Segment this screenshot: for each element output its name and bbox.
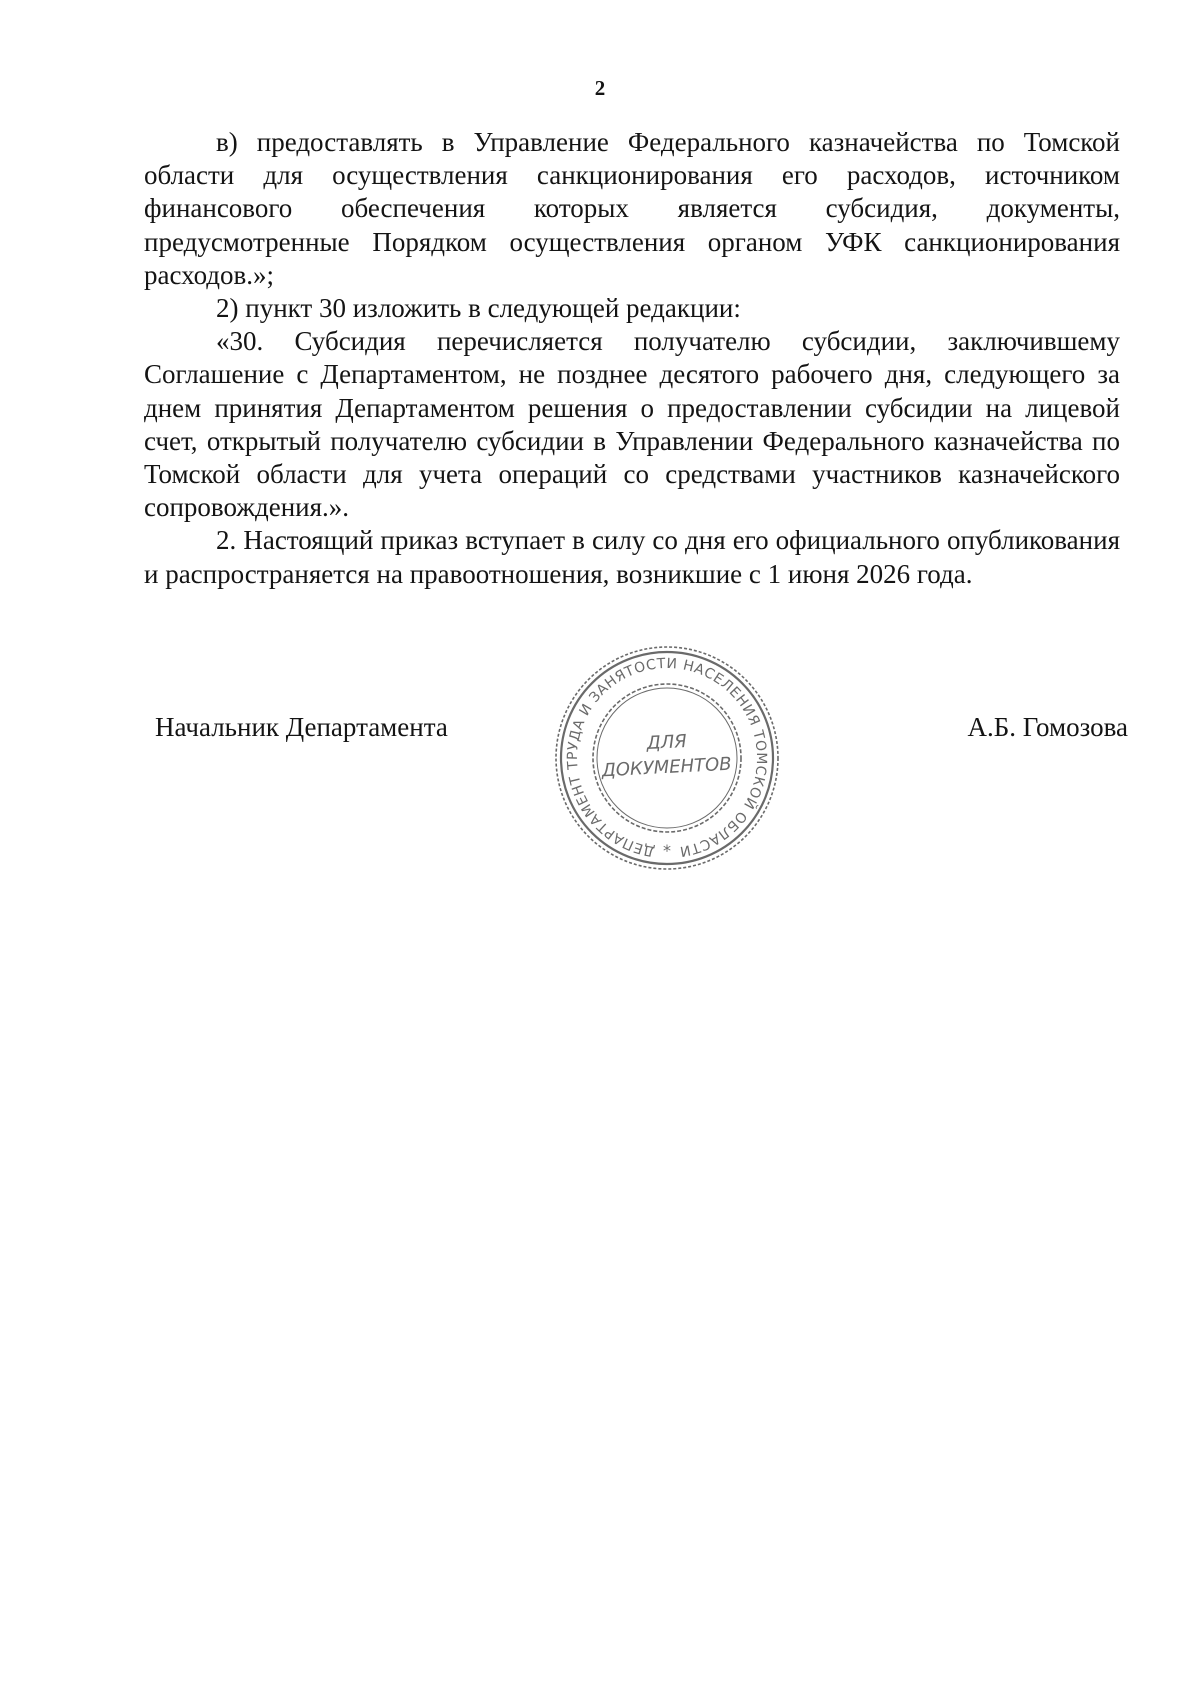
stamp-center-line-1: ДЛЯ (646, 730, 688, 755)
signatory-name: А.Б. Гомозова (967, 712, 1128, 742)
paragraph-item-2: 2) пункт 30 изложить в следующей редакции: (216, 293, 741, 324)
stamp-star-mark: * (663, 841, 671, 860)
paragraph-effective-date: 2. Настоящий приказ вступает в силу со дня его официального опубликования и распространяется на правоотношения, возникшие с 1 июня 2026 года. (144, 525, 1120, 589)
paragraph-subitem-v: в) предоставлять в Управление Федерального казначейства по Томской области для осуществления санкционирования его расходов, источником финансового обеспечения которых является субсидия, документы, предусмотренные Порядком осуществления органом УФК санкционирования расходов.»; (144, 127, 1120, 290)
document-body (144, 126, 1120, 591)
signature-position: Начальник Департамента (155, 712, 448, 742)
stamp-center-line-2: ДОКУМЕНТОВ (601, 753, 733, 782)
page-number: 2 (594, 76, 606, 100)
paragraph-clause-30: «30. Субсидия перечисляется получателю субсидии, заключившему Соглашение с Департаментом, не позднее десятого рабочего дня, следующего за днем принятия Департаментом решения о предоставлении субсидии на лицевой счет, открытый получателю субсидии в Управлении Федерального казначейства по Томской области для учета операций со средствами участников казначейского сопровождения.». (144, 326, 1120, 523)
stamp-ring-text: ДЕПАРТАМЕНТ ТРУДА И ЗАНЯТОСТИ НАСЕЛЕНИЯ ТОМСКОЙ ОБЛАСТИ (564, 655, 770, 860)
official-seal-stamp (553, 640, 781, 876)
